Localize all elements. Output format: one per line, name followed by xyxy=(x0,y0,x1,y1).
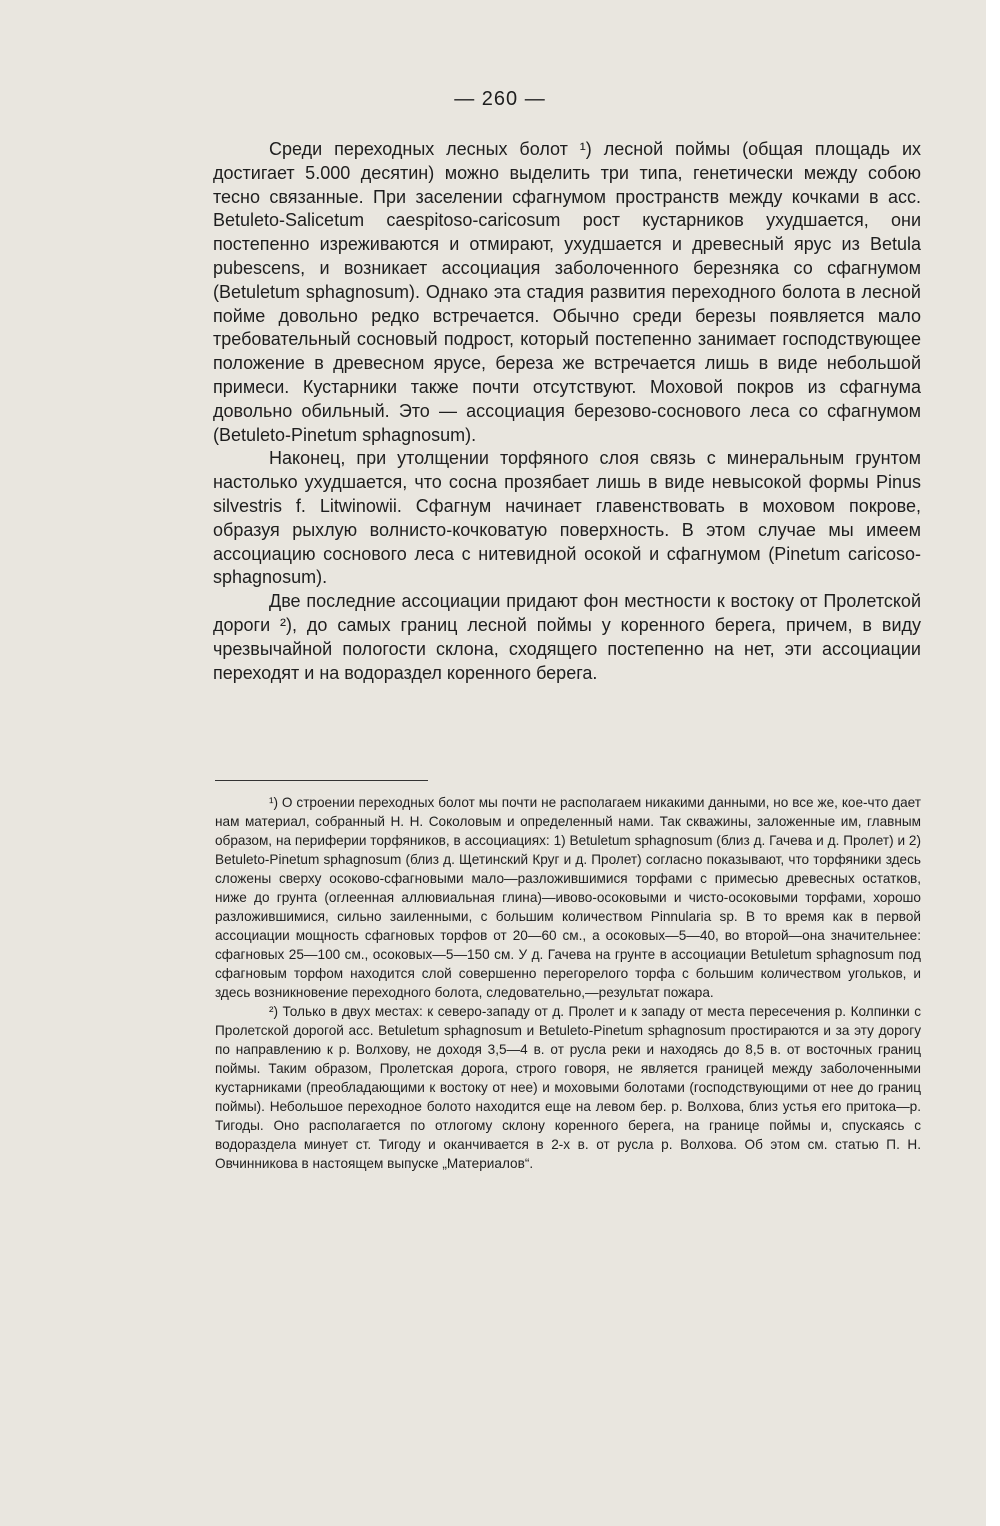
scan-margin xyxy=(986,0,1000,1526)
paragraph: Две последние ассоциации придают фон местности к востоку от Пролетской дороги ²), до самых границ лесной поймы у коренного берега, причем, в виду чрезвычайной пологости склона, сходящего постепенно на нет, эти ассоциации переходят и на водораздел коренного берега. xyxy=(213,591,921,683)
paragraph: Среди переходных лесных болот ¹) лесной поймы (общая площадь их достигает 5.000 десятин) можно выделить три типа, генетически между собою тесно связанные. При заселении сфагнумом пространств между кочками в асс. Betuleto-Salicetum caespitoso-caricosum рост кустарников ухудшается, они постепенно изреживаются и отмирают, ухудшается и древесный ярус из Betula pubescens, и возникает ассоциация заболоченного березняка со сфагнумом (Betuletum sphagnosum). Однако эта стадия развития переходного болота в лесной пойме довольно редко встречается. Обычно среди березы появляется мало требовательный сосновый подрост, который постепенно занимает господствующее положение в древесном ярусе, береза же встречается лишь в виде небольшой примеси. Кустарники также почти отсутствуют. Моховой покров из сфагнума довольно обильный. Это — ассоциация березово-соснового леса со сфагнумом (Betuleto-Pinetum sphagnosum). xyxy=(213,139,921,445)
footnote: ²) Только в двух местах: к северо-западу от д. Пролет и к западу от места пересечения р. Колпинки с Пролетской дорогой асс. Betuletum sphagnosum и Betuleto-Pinetum sphagnosum простираются и за эту дорогу по направлению к р. Волхову, не доходя 3,5—4 в. от русла реки и находясь до 8,5 в. от восточных границ поймы. Таким образом, Пролетская дорога, строго говоря, не является границей между заболоченными кустарниками (преобладающими к востоку от нее) и моховыми болотами (господствующими от нее до границ поймы). Небольшое переходное болото находится еще на левом бер. р. Волхова, близ устья его притока—р. Тигоды. Оно располагается по отлогому склону коренного берега, на границе поймы и, спускаясь с водораздела минует ст. Тигоду и оканчивается в 2-х в. от русла р. Волхова. Об этом см. статью П. Н. Овчинникова в настоящем выпуске „Материалов“. xyxy=(215,1004,921,1171)
footnote: ¹) О строении переходных болот мы почти не располагаем никакими данными, но все же, кое-что дает нам материал, собранный Н. Н. Соколовым и определенный нами. Так скважины, заложенные им, главным образом, на периферии торфяников, в ассоциациях: 1) Betuletum sphagnosum (близ д. Гачева и д. Пролет) и 2) Betuleto-Pinetum sphagnosum (близ д. Щетинский Круг и д. Пролет) согласно показывают, что торфяники здесь сложены сверху осоково-сфагновыми мало—разложившимися торфами с примесью древесных остатков, ниже до грунта (оглеенная аллювиальная глина)—ивово-осоковыми и чисто-осоковыми торфами, хорошо разложившимися, сильно заиленными, с большим количеством Pinnularia sp. В то время как в первой ассоциации мощность сфагновых торфов от 20—60 см., а осоковых—5—40, во второй—она значительнее: сфагновых 25—100 см., осоковых—5—150 см. У д. Гачева на грунте в ассоциации Betuletum sphagnosum под сфагновым торфом находится слой совершенно перегорелого торфа с большим количеством угольков, и здесь возникновение переходного болота, следовательно,—результат пожара. xyxy=(215,795,921,1000)
main-text xyxy=(213,138,921,685)
footnotes xyxy=(215,793,921,1173)
footnote-separator xyxy=(215,780,428,781)
paragraph: Наконец, при утолщении торфяного слоя связь с минеральным грунтом настолько ухудшается, что сосна прозябает лишь в виде невысокой формы Pinus silvestris f. Litwinowii. Сфагнум начинает главенствовать в моховом покрове, образуя рыхлую волнисто-кочковатую поверхность. В этом случае мы имеем ассоциацию соснового леса с нитевидной осокой и сфагнумом (Pinetum caricoso-sphagnosum). xyxy=(213,448,921,588)
page-number: — 260 — xyxy=(454,88,546,110)
